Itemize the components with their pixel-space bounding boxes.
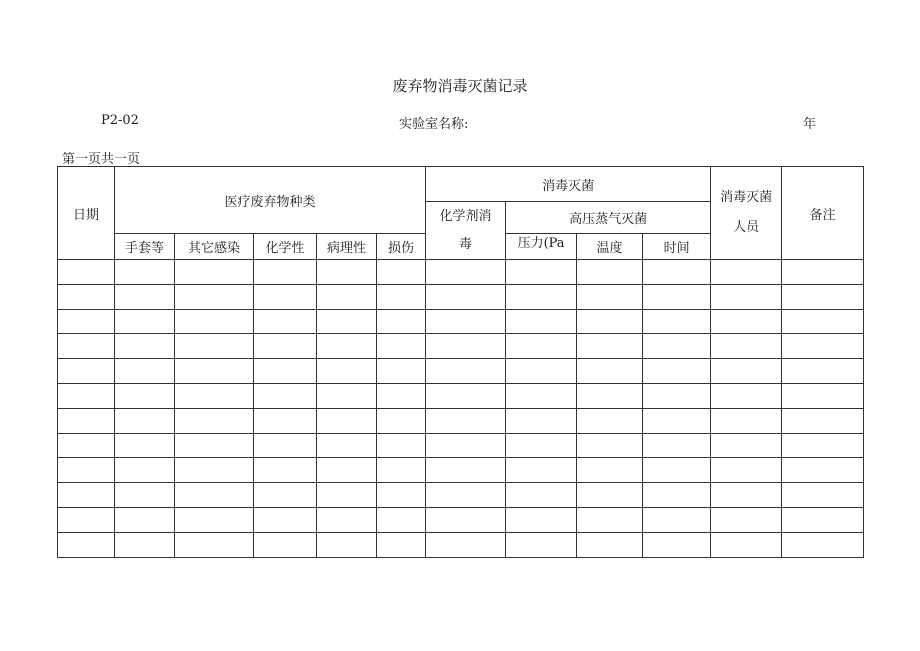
table-cell[interactable]: [577, 458, 643, 483]
table-cell[interactable]: [711, 334, 782, 359]
table-cell[interactable]: [506, 260, 577, 285]
table-cell[interactable]: [254, 334, 317, 359]
header-time: 时间: [643, 234, 711, 260]
table-cell[interactable]: [175, 408, 254, 433]
table-cell[interactable]: [711, 309, 782, 334]
header-personnel: [711, 167, 782, 260]
table-cell[interactable]: [577, 408, 643, 433]
table-cell[interactable]: [175, 433, 254, 458]
table-cell[interactable]: [317, 260, 377, 285]
table-cell[interactable]: [426, 408, 506, 433]
table-cell[interactable]: [782, 334, 864, 359]
table-cell[interactable]: [577, 359, 643, 384]
table-cell[interactable]: [577, 383, 643, 408]
table-cell[interactable]: [506, 532, 577, 557]
table-cell[interactable]: [115, 284, 175, 309]
table-cell[interactable]: [643, 433, 711, 458]
table-cell[interactable]: [782, 458, 864, 483]
table-row: [58, 408, 864, 433]
table-row: [58, 284, 864, 309]
table-cell[interactable]: [175, 383, 254, 408]
table-cell[interactable]: [254, 260, 317, 285]
table-cell[interactable]: [782, 284, 864, 309]
table-cell[interactable]: [643, 359, 711, 384]
table-cell[interactable]: [643, 458, 711, 483]
table-cell[interactable]: [782, 507, 864, 532]
table-cell[interactable]: [426, 260, 506, 285]
table-cell[interactable]: [782, 383, 864, 408]
lab-name-label: 实验室名称:: [399, 117, 469, 132]
table-cell[interactable]: [643, 383, 711, 408]
table-row: [58, 383, 864, 408]
table-cell[interactable]: [175, 260, 254, 285]
table-cell[interactable]: [782, 260, 864, 285]
table-cell[interactable]: [711, 458, 782, 483]
table-cell[interactable]: [317, 284, 377, 309]
table-cell[interactable]: [254, 408, 317, 433]
table-cell[interactable]: [115, 334, 175, 359]
table-cell[interactable]: [426, 483, 506, 508]
table-cell[interactable]: [782, 433, 864, 458]
header-disinfection: 消毒灭菌: [426, 167, 711, 202]
table-cell[interactable]: [377, 284, 426, 309]
table-cell[interactable]: [643, 309, 711, 334]
header-gloves: 手套等: [115, 234, 175, 260]
table-cell[interactable]: [254, 483, 317, 508]
header-autoclave: 高压蒸气灭菌: [506, 202, 711, 234]
table-cell[interactable]: [426, 458, 506, 483]
table-cell[interactable]: [377, 507, 426, 532]
table-row: [58, 309, 864, 334]
table-cell[interactable]: [577, 532, 643, 557]
table-cell[interactable]: [782, 532, 864, 557]
chemical-line1: 化学剂消: [439, 208, 492, 224]
table-cell[interactable]: [317, 433, 377, 458]
table-cell[interactable]: [506, 458, 577, 483]
table-cell[interactable]: [377, 309, 426, 334]
table-cell[interactable]: [506, 383, 577, 408]
table-cell[interactable]: [115, 408, 175, 433]
table-cell[interactable]: [377, 334, 426, 359]
table-cell[interactable]: [175, 458, 254, 483]
table-cell[interactable]: [711, 483, 782, 508]
table-row: [58, 532, 864, 557]
table-cell[interactable]: [115, 483, 175, 508]
header-waste-type: 医疗废弃物种类: [115, 167, 426, 234]
table-cell[interactable]: [377, 383, 426, 408]
table-cell[interactable]: [317, 359, 377, 384]
table-cell[interactable]: [782, 408, 864, 433]
table-cell[interactable]: [254, 359, 317, 384]
header-temperature: 温度: [577, 234, 643, 260]
table-cell[interactable]: [377, 408, 426, 433]
table-cell[interactable]: [711, 260, 782, 285]
table-row: [58, 260, 864, 285]
table-cell[interactable]: [115, 309, 175, 334]
table-cell[interactable]: [506, 309, 577, 334]
page-info: 第一页共一页: [62, 152, 141, 167]
table-cell[interactable]: [506, 359, 577, 384]
table-cell[interactable]: [426, 507, 506, 532]
table-cell[interactable]: [711, 532, 782, 557]
table-cell[interactable]: [506, 483, 577, 508]
table-row: [58, 483, 864, 508]
table-cell[interactable]: [643, 284, 711, 309]
header-remarks: 备注: [782, 167, 864, 260]
table-cell[interactable]: [115, 458, 175, 483]
table-cell[interactable]: [317, 532, 377, 557]
table-cell[interactable]: [506, 284, 577, 309]
table-cell[interactable]: [58, 408, 115, 433]
table-cell[interactable]: [643, 483, 711, 508]
table-cell[interactable]: [317, 334, 377, 359]
table-cell[interactable]: [506, 334, 577, 359]
table-cell[interactable]: [317, 483, 377, 508]
table-cell[interactable]: [175, 334, 254, 359]
table-row: [58, 433, 864, 458]
table-cell[interactable]: [317, 458, 377, 483]
table-cell[interactable]: [115, 260, 175, 285]
table-cell[interactable]: [58, 532, 115, 557]
table-cell[interactable]: [58, 359, 115, 384]
table-cell[interactable]: [711, 507, 782, 532]
table-cell[interactable]: [115, 532, 175, 557]
table-cell[interactable]: [426, 532, 506, 557]
table-cell[interactable]: [377, 433, 426, 458]
table-cell[interactable]: [711, 433, 782, 458]
table-cell[interactable]: [782, 309, 864, 334]
table-cell[interactable]: [58, 458, 115, 483]
table-row: [58, 334, 864, 359]
table-cell[interactable]: [577, 433, 643, 458]
table-cell[interactable]: [782, 483, 864, 508]
table-cell[interactable]: [643, 334, 711, 359]
table-cell[interactable]: [577, 507, 643, 532]
chemical-line2: 毒: [459, 236, 473, 252]
table-cell[interactable]: [254, 284, 317, 309]
table-cell[interactable]: [175, 284, 254, 309]
table-cell[interactable]: [175, 507, 254, 532]
table-cell[interactable]: [577, 284, 643, 309]
header-other-infectious: 其它感染: [175, 234, 254, 260]
table-cell[interactable]: [711, 284, 782, 309]
table-cell[interactable]: [254, 383, 317, 408]
pressure-label: 压力(Pa: [517, 236, 565, 251]
table-cell[interactable]: [175, 359, 254, 384]
table-cell[interactable]: [377, 359, 426, 384]
header-chemical-waste: 化学性: [254, 234, 317, 260]
table-row: [58, 458, 864, 483]
table-cell[interactable]: [426, 284, 506, 309]
table-cell[interactable]: [58, 433, 115, 458]
record-table: [57, 166, 864, 558]
header-sharps: 损伤: [377, 234, 426, 260]
table-cell[interactable]: [782, 359, 864, 384]
table-cell[interactable]: [115, 359, 175, 384]
table-cell[interactable]: [115, 433, 175, 458]
table-cell[interactable]: [377, 458, 426, 483]
table-cell[interactable]: [254, 507, 317, 532]
table-cell[interactable]: [175, 483, 254, 508]
table-cell[interactable]: [254, 309, 317, 334]
table-cell[interactable]: [317, 383, 377, 408]
table-row: [58, 359, 864, 384]
header-pressure: [506, 234, 577, 260]
table-cell[interactable]: [58, 309, 115, 334]
table-cell[interactable]: [426, 334, 506, 359]
table-cell[interactable]: [711, 383, 782, 408]
header-chemical: [426, 202, 506, 260]
form-code: P2-02: [101, 113, 139, 128]
table-cell[interactable]: [577, 309, 643, 334]
table-cell[interactable]: [577, 483, 643, 508]
header-date: 日期: [58, 167, 115, 260]
table-cell[interactable]: [577, 260, 643, 285]
table-cell[interactable]: [377, 260, 426, 285]
personnel-line2: 人员: [733, 220, 760, 235]
table-cell[interactable]: [506, 433, 577, 458]
table-cell[interactable]: [254, 433, 317, 458]
table-cell[interactable]: [643, 260, 711, 285]
table-cell[interactable]: [254, 458, 317, 483]
table-cell[interactable]: [643, 408, 711, 433]
table-cell[interactable]: [115, 383, 175, 408]
table-cell[interactable]: [58, 383, 115, 408]
table-cell[interactable]: [377, 483, 426, 508]
table-cell[interactable]: [426, 433, 506, 458]
table-cell[interactable]: [175, 309, 254, 334]
table-cell[interactable]: [254, 532, 317, 557]
table-cell[interactable]: [58, 483, 115, 508]
header-pathological: 病理性: [317, 234, 377, 260]
table-cell[interactable]: [577, 334, 643, 359]
table-cell[interactable]: [426, 359, 506, 384]
table-cell[interactable]: [377, 532, 426, 557]
table-cell[interactable]: [643, 507, 711, 532]
table-cell[interactable]: [643, 532, 711, 557]
table-cell[interactable]: [506, 507, 577, 532]
table-cell[interactable]: [317, 309, 377, 334]
table-cell[interactable]: [58, 507, 115, 532]
personnel-line1: 消毒灭菌: [720, 190, 773, 205]
page-title: 废弃物消毒灭菌记录: [392, 77, 528, 95]
table-cell[interactable]: [711, 408, 782, 433]
table-cell[interactable]: [506, 408, 577, 433]
table-cell[interactable]: [426, 309, 506, 334]
table-cell[interactable]: [426, 383, 506, 408]
table-cell[interactable]: [58, 284, 115, 309]
table-cell[interactable]: [115, 507, 175, 532]
table-cell[interactable]: [175, 532, 254, 557]
table-cell[interactable]: [58, 334, 115, 359]
table-row: [58, 507, 864, 532]
table-cell[interactable]: [317, 507, 377, 532]
table-cell[interactable]: [317, 408, 377, 433]
table-cell[interactable]: [58, 260, 115, 285]
year-label: 年: [803, 117, 817, 132]
table-cell[interactable]: [711, 359, 782, 384]
